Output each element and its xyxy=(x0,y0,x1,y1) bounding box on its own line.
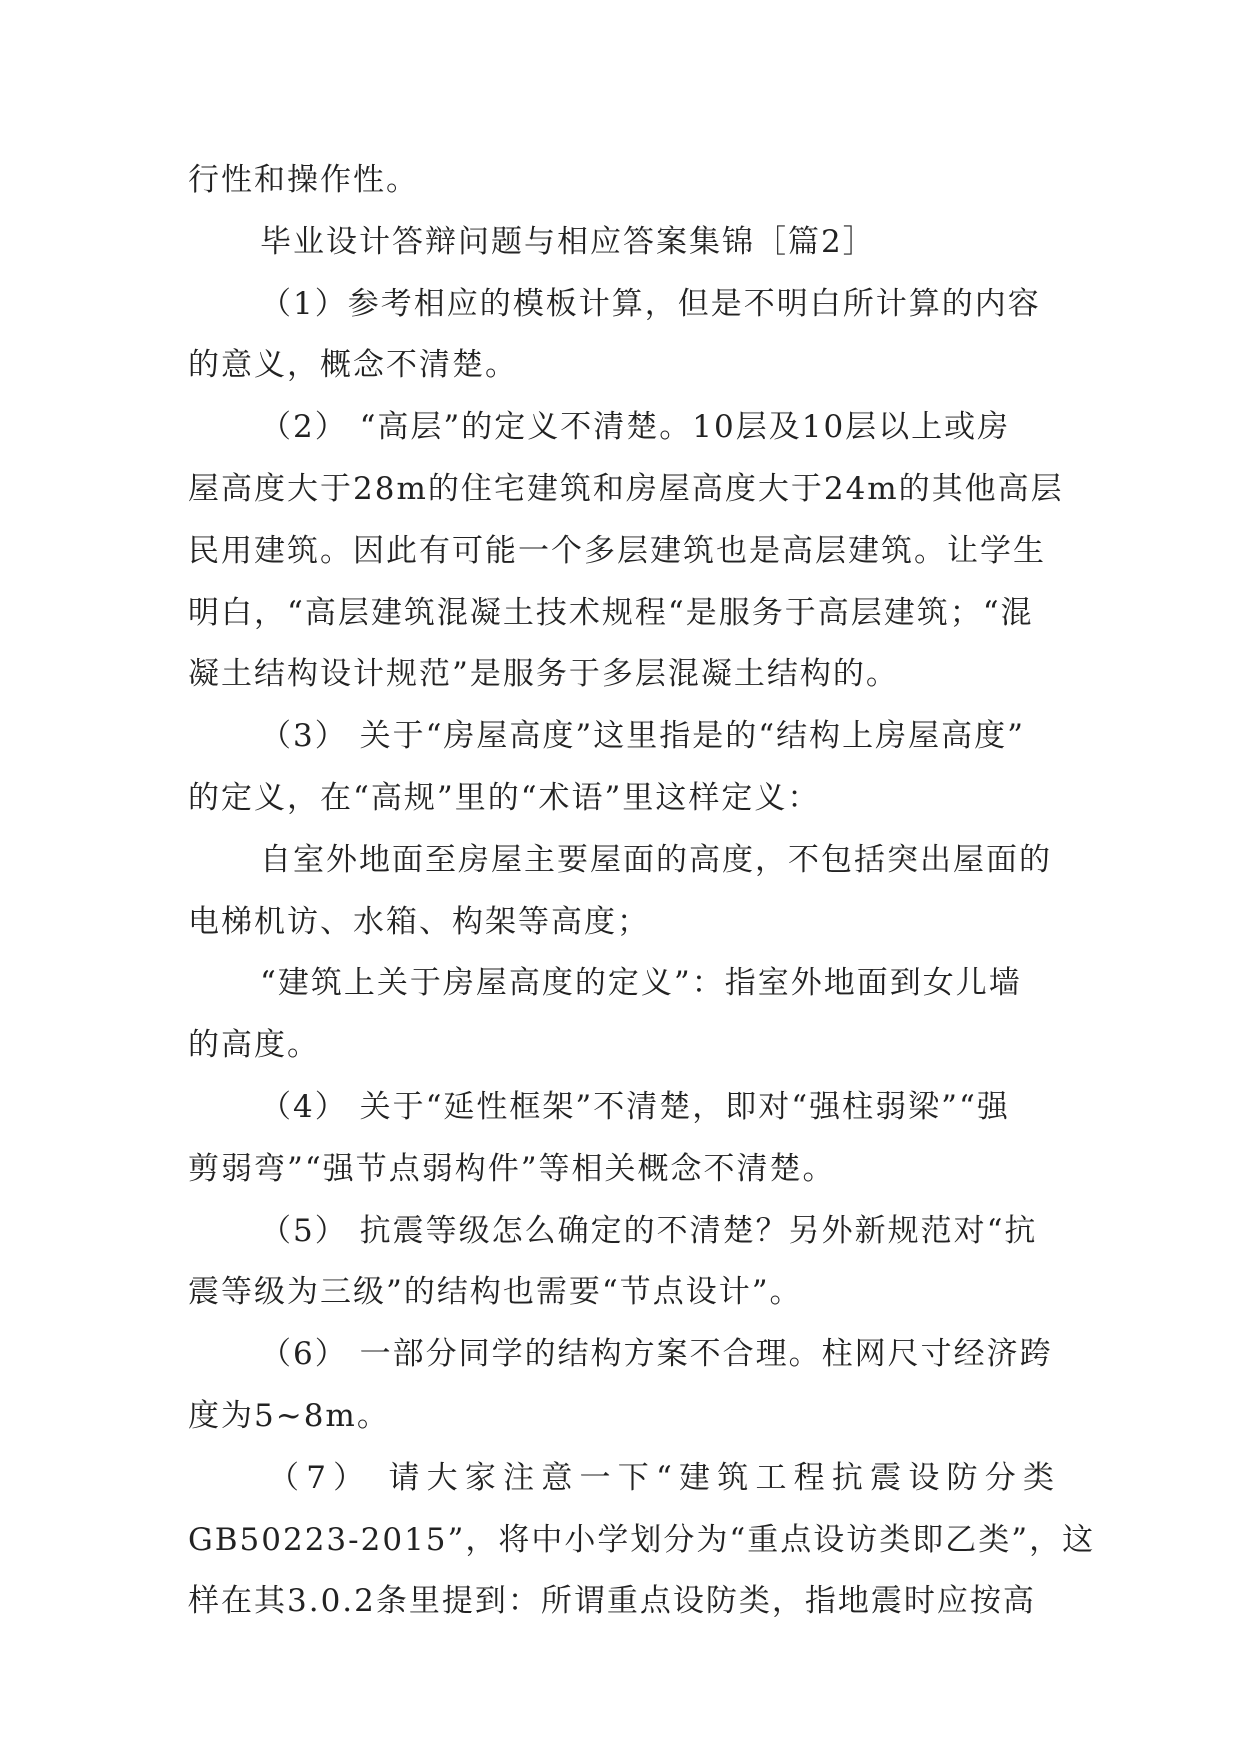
text-line: （3） 关于“房屋高度”这里指是的“结构上房屋高度” xyxy=(260,718,1025,755)
text-line: GB50223-2015”，将中小学划分为“重点设访类即乙类”，这 xyxy=(188,1521,1096,1558)
text-line: 震等级为三级”的结构也需要“节点设计”。 xyxy=(188,1274,803,1311)
section-heading: 毕业设计答辩问题与相应答案集锦［篇2］ xyxy=(260,223,876,260)
text-line: 明白，“高层建筑混凝土技术规程“是服务于高层建筑；“混 xyxy=(188,594,1034,631)
text-line: （1）参考相应的模板计算，但是不明白所计算的内容 xyxy=(260,285,1041,322)
text-line: （7） 请大家注意一下“建筑工程抗震设防分类 xyxy=(268,1459,1056,1496)
text-line: 样在其3.0.2条里提到：所谓重点设防类，指地震时应按高 xyxy=(188,1583,1036,1620)
text-line: 的高度。 xyxy=(188,1027,320,1064)
text-line: （5） 抗震等级怎么确定的不清楚？另外新规范对“抗 xyxy=(260,1212,1038,1249)
text-line: （4） 关于“延性框架”不清楚，即对“强柱弱梁”“强 xyxy=(260,1088,1010,1125)
text-line: 的意义，概念不清楚。 xyxy=(188,347,518,384)
text-line: 剪弱弯”“强节点弱构件”等相关概念不清楚。 xyxy=(188,1150,836,1187)
text-line: 度为5~8m。 xyxy=(188,1397,390,1434)
text-line: “建筑上关于房屋高度的定义”：指室外地面到女儿墙 xyxy=(260,965,1022,1002)
text-line: 电梯机访、水箱、构架等高度； xyxy=(188,903,650,940)
text-line: 民用建筑。因此有可能一个多层建筑也是高层建筑。让学生 xyxy=(188,532,1046,569)
text-line: 屋高度大于28m的住宅建筑和房屋高度大于24m的其他高层 xyxy=(188,470,1064,507)
text-line: （6） 一部分同学的结构方案不合理。柱网尺寸经济跨 xyxy=(260,1336,1053,1373)
text-line: 行性和操作性。 xyxy=(188,162,419,198)
document-body xyxy=(188,150,1096,1633)
text-line: （2） “高层”的定义不清楚。10层及10层以上或房 xyxy=(260,409,1011,446)
text-line: 的定义，在“高规”里的“术语”里这样定义： xyxy=(188,779,821,816)
text-line: 凝土结构设计规范”是服务于多层混凝土结构的。 xyxy=(188,656,899,693)
text-line: 自室外地面至房屋主要屋面的高度，不包括突出屋面的 xyxy=(260,841,1052,878)
